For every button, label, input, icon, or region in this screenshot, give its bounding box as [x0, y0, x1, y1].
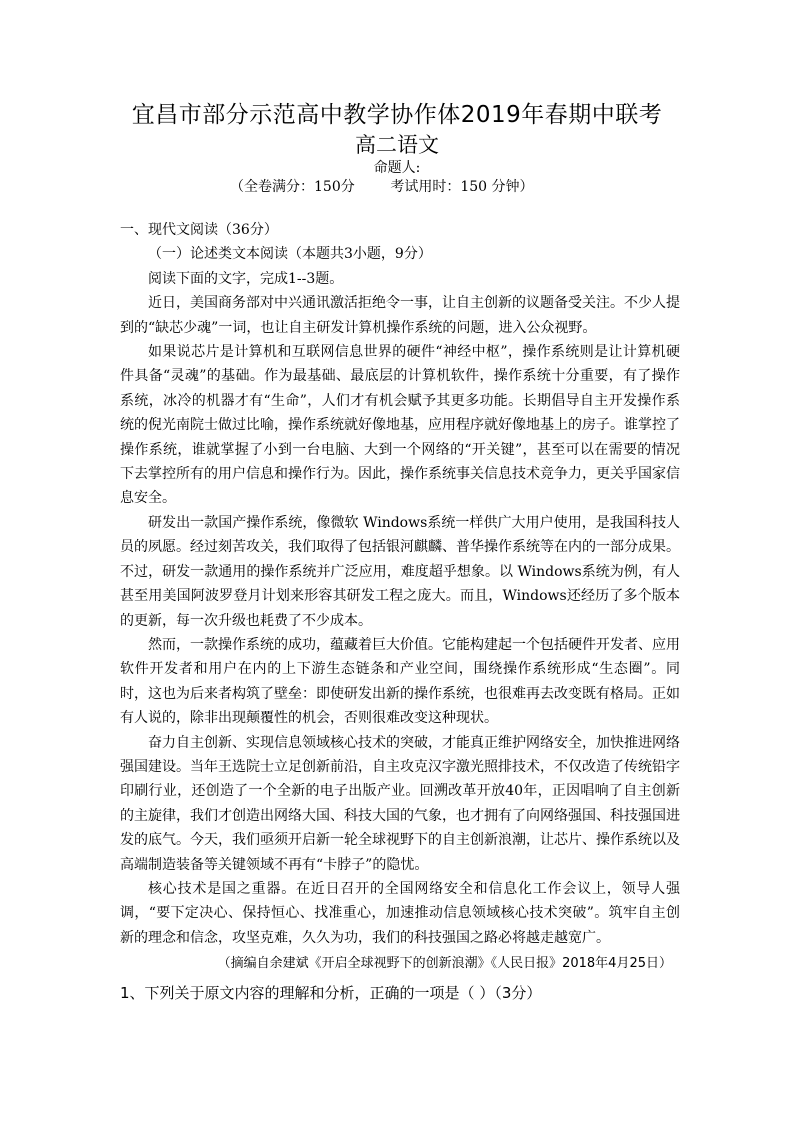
author-label: 命题人: — [373, 160, 421, 176]
subsection-heading: （一）论述类文本阅读（本题共3小题，9分） — [148, 246, 432, 263]
exam-content — [120, 218, 680, 1005]
article-paragraph-3: 研发出一款国产操作系统，像微软 Windows系统一样供广大用户使用，是我国科技人员的夙愿。经过刻苦攻关，我们取得了包括银河麒麟、普华操作系统等在内的一部分成果。不过，研发一款通用的操作系统并广泛应用，难度超乎想象。以 Windows系统为例，有人甚至用美国阿波罗登月计划来形容其研发工程之庞大。而且，Windows还经历了多个版本的更新，每一次升级也耗费了不少成本。 — [120, 514, 680, 629]
question-1: 1、下列关于原文内容的理解和分析，正确的一项是（ ）（3分） — [120, 983, 542, 1002]
article-source: （摘编自余建斌《开启全球视野下的创新浪潮》《人民日报》2018年4月25日） — [217, 956, 672, 972]
article-paragraph-6: 核心技术是国之重器。在近日召开的全国网络安全和信息化工作会议上，领导人强调，“要下定决心、保持恒心、找准重心，加速推动信息领域核心技术突破”。筑牢自主创新的理念和信念，攻坚克难，久久为功，我们的科技强国之路必将越走越宽广。 — [120, 880, 680, 946]
exam-title: 宜昌市部分示范高中教学协作体2019年春期中联考 — [131, 102, 663, 128]
article-paragraph-2: 如果说芯片是计算机和互联网信息世界的硬件“神经中枢”，操作系统则是让计算机硬件具备“灵魂”的基础。作为最基础、最底层的计算机软件，操作系统十分重要，有了操作系统，冰冷的机器才有“生命”，人们才有机会赋予其更多功能。长期倡导自主开发操作系统的倪光南院士做过比喻，操作系统就好像地基，应用程序就好像地基上的房子。谁掌控了操作系统，谁就掌握了小到一台电脑、大到一个网络的“开关键”，甚至可以在需要的情况下去掌控所有的用户信息和操作行为。因此，操作系统事关信息技术竞争力，更关乎国家信息安全。 — [120, 344, 680, 507]
exam-meta-line: （全卷满分：150分 考试用时：150 分钟） — [230, 179, 534, 195]
article-paragraph-4: 然而，一款操作系统的成功，蕴藏着巨大价值。它能构建起一个包括硬件开发者、应用软件开发者和用户在内的上下游生态链条和产业空间，围绕操作系统形成“生态圈”。同时，这也为后来者构筑了壁垒：即使研发出新的操作系统，也很难再去改变既有格局。正如有人说的，除非出现颠覆性的机会，否则很难改变这种现状。 — [120, 636, 680, 727]
reading-instruction: 阅读下面的文字，完成1--3题。 — [148, 270, 344, 287]
exam-subject: 高二语文 — [355, 133, 439, 157]
article-paragraph-1: 近日，美国商务部对中兴通讯激活拒绝令一事，让自主创新的议题备受关注。不少人提到的“缺芯少魂”一词，也让自主研发计算机操作系统的问题，进入公众视野。 — [120, 295, 680, 336]
section-heading: 一、现代文阅读（36分） — [120, 222, 278, 238]
article-paragraph-5: 奋力自主创新、实现信息领域核心技术的突破，才能真正维护网络安全，加快推进网络强国建设。当年王选院士立足创新前沿，自主攻克汉字激光照排技术，不仅改造了传统铅字印刷行业，还创造了一个全新的电子出版产业。回溯改革开放40年，正因唱响了自主创新的主旋律，我们才创造出网络大国、科技大国的气象，也才拥有了向网络强国、科技强国进发的底气。今天，我们亟须开启新一轮全球视野下的自主创新浪潮，让芯片、操作系统以及高端制造装备等关键领域不再有“卡脖子”的隐忧。 — [120, 734, 680, 873]
